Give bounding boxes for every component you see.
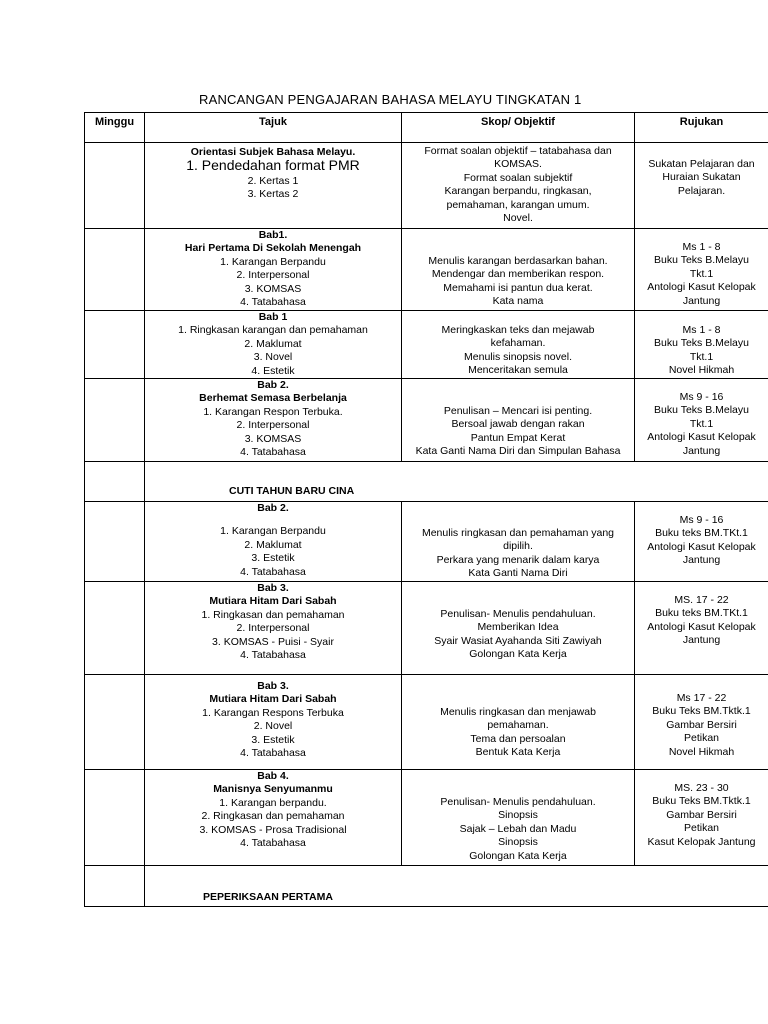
cell-skop: Penulisan- Menulis pendahuluan. Memberikan Idea Syair Wasiat Ayahanda Siti Zawiyah Golongan Kata Kerja [402,582,635,675]
cell-tajuk: Bab 2. 1. Karangan Berpandu 2. Maklumat 3. Estetik 4. Tatabahasa [145,502,402,582]
table-row [85,675,768,770]
note-peperiksaan: PEPERIKSAAN PERTAMA [203,891,333,904]
cell-skop: Menulis ringkasan dan menjawab pemahaman. Tema dan persoalan Bentuk Kata Kerja [402,675,635,770]
cell-tajuk: Bab 2. Berhemat Semasa Berbelanja 1. Karangan Respon Terbuka. 2. Interpersonal 3. KOMSAS 4. Tatabahasa [145,379,402,462]
cell-skop: Menulis ringkasan dan pemahaman yang dipilih. Perkara yang menarik dalam karya Kata Ganti Nama Diri [402,502,635,582]
cell-rujukan: Ms 9 - 16 Buku teks BM.TKt.1 Antologi Kasut Kelopak Jantung [635,502,768,582]
cell-skop: Menulis karangan berdasarkan bahan. Mendengar dan memberikan respon. Memahami isi pantun dua kerat. Kata nama [402,229,635,311]
cell-minggu [85,462,145,502]
table-row [85,143,768,229]
header-minggu: Minggu [85,113,145,143]
table-row [85,770,768,866]
header-rujukan: Rujukan [635,113,768,143]
cell-rujukan: Sukatan Pelajaran dan Huraian Sukatan Pelajaran. [635,143,768,229]
cell-skop: Penulisan- Menulis pendahuluan. Sinopsis Sajak – Lebah dan Madu Sinopsis Golongan Kata Kerja [402,770,635,866]
cell-tajuk: Bab 3. Mutiara Hitam Dari Sabah 1. Ringkasan dan pemahaman 2. Interpersonal 3. KOMSAS - Puisi - Syair 4. Tatabahasa [145,582,402,675]
cell-note [145,462,768,502]
cell-rujukan: Ms 1 - 8 Buku Teks B.Melayu Tkt.1 Novel Hikmah [635,311,768,379]
document-title: RANCANGAN PENGAJARAN BAHASA MELAYU TINGKATAN 1 [199,92,582,107]
cell-minggu [85,675,145,770]
cell-note [145,866,768,907]
table-row [85,229,768,311]
table-row [85,462,768,502]
cell-minggu [85,379,145,462]
cell-skop: Format soalan objektif – tatabahasa dan KOMSAS. Format soalan subjektif Karangan berpandu, ringkasan, pemahaman, karangan umum. Novel. [402,143,635,229]
header-skop: Skop/ Objektif [402,113,635,143]
cell-minggu [85,229,145,311]
note-cuti: CUTI TAHUN BARU CINA [229,485,355,498]
table-row [85,379,768,462]
cell-minggu [85,866,145,907]
cell-minggu [85,143,145,229]
cell-minggu [85,770,145,866]
lesson-plan-table [84,112,768,907]
cell-rujukan: MS. 23 - 30 Buku Teks BM.Tktk.1 Gambar Bersiri Petikan Kasut Kelopak Jantung [635,770,768,866]
table-row [85,311,768,379]
cell-rujukan: MS. 17 - 22 Buku teks BM.TKt.1 Antologi Kasut Kelopak Jantung [635,582,768,675]
cell-minggu [85,582,145,675]
cell-tajuk: Bab 1 1. Ringkasan karangan dan pemahaman 2. Maklumat 3. Novel 4. Estetik [145,311,402,379]
cell-rujukan: Ms 9 - 16 Buku Teks B.Melayu Tkt.1 Antologi Kasut Kelopak Jantung [635,379,768,462]
cell-minggu [85,311,145,379]
cell-rujukan: Ms 17 - 22 Buku Teks BM.Tktk.1 Gambar Bersiri Petikan Novel Hikmah [635,675,768,770]
cell-skop: Penulisan – Mencari isi penting. Bersoal jawab dengan rakan Pantun Empat Kerat Kata Ganti Nama Diri dan Simpulan Bahasa [402,379,635,462]
header-row [85,113,768,143]
cell-tajuk: Bab 4. Manisnya Senyumanmu 1. Karangan berpandu. 2. Ringkasan dan pemahaman 3. KOMSAS - Prosa Tradisional 4. Tatabahasa [145,770,402,866]
cell-skop: Meringkaskan teks dan mejawab kefahaman. Menulis sinopsis novel. Menceritakan semula [402,311,635,379]
header-tajuk: Tajuk [145,113,402,143]
cell-minggu [85,502,145,582]
cell-tajuk: Bab1. Hari Pertama Di Sekolah Menengah 1. Karangan Berpandu 2. Interpersonal 3. KOMSAS 4. Tatabahasa [145,229,402,311]
cell-tajuk: Orientasi Subjek Bahasa Melayu. 1. Pendedahan format PMR 2. Kertas 1 3. Kertas 2 [145,143,402,229]
cell-tajuk: Bab 3. Mutiara Hitam Dari Sabah 1. Karangan Respons Terbuka 2. Novel 3. Estetik 4. Tatabahasa [145,675,402,770]
cell-rujukan: Ms 1 - 8 Buku Teks B.Melayu Tkt.1 Antologi Kasut Kelopak Jantung [635,229,768,311]
table-row [85,866,768,907]
table-row [85,582,768,675]
table-row [85,502,768,582]
